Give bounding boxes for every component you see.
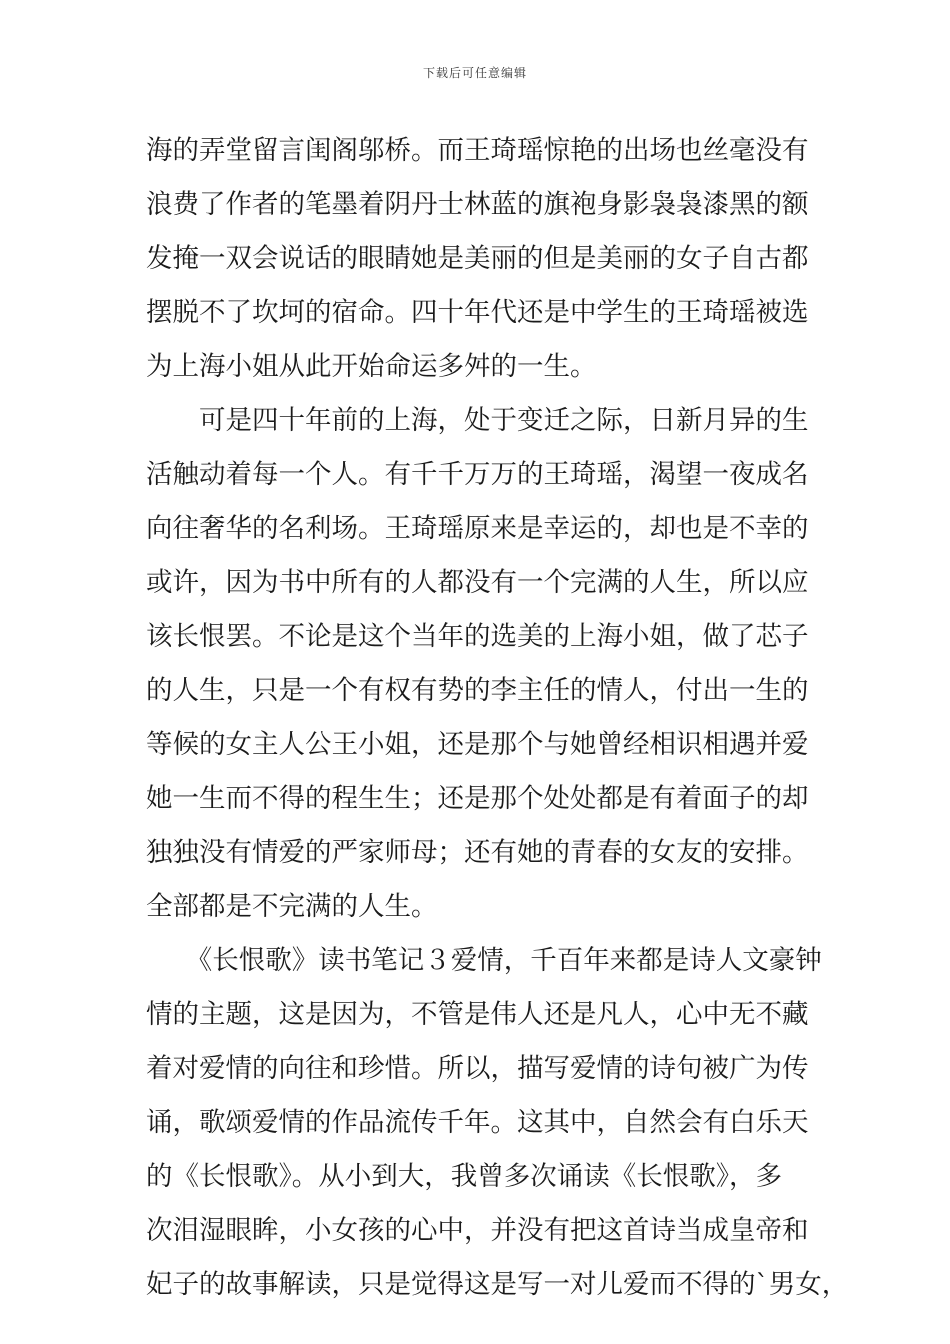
text-line: 该长恨罢。不论是这个当年的选美的上海小姐，做了芯子	[146, 621, 809, 652]
text-line: 全部都是不完满的人生。	[146, 891, 438, 922]
text-line: 发掩一双会说话的眼睛她是美丽的但是美丽的女子自古都	[146, 243, 809, 274]
text-line: 妃子的故事解读，只是觉得这是写一对儿爱而不得的`男女，	[146, 1269, 849, 1300]
text-line: 《长恨歌》读书笔记３爱情，千百年来都是诗人文豪钟	[146, 945, 822, 976]
text-line: 向往奢华的名利场。王琦瑶原来是幸运的，却也是不幸的	[146, 513, 809, 544]
page-header: 下载后可任意编辑	[422, 66, 527, 80]
text-line: 诵，歌颂爱情的作品流传千年。这其中，自然会有白乐天	[146, 1107, 809, 1138]
text-line: 她一生而不得的程生生；还是那个处处都是有着面子的却	[146, 783, 809, 814]
text-line: 活触动着每一个人。有千千万万的王琦瑶，渴望一夜成名	[146, 459, 809, 490]
text-line: 独独没有情爱的严家师母；还有她的青春的女友的安排。	[146, 837, 809, 868]
text-line: 海的弄堂留言闺阁邬桥。而王琦瑶惊艳的出场也丝毫没有	[146, 135, 809, 166]
text-line: 着对爱情的向往和珍惜。所以，描写爱情的诗句被广为传	[146, 1053, 809, 1084]
text-line: 情的主题，这是因为，不管是伟人还是凡人，心中无不藏	[146, 999, 809, 1030]
text-line: 的《长恨歌》。从小到大，我曾多次诵读《长恨歌》，多	[146, 1161, 782, 1192]
text-line: 可是四十年前的上海，处于变迁之际，日新月异的生	[146, 405, 809, 436]
text-line: 为上海小姐从此开始命运多舛的一生。	[146, 351, 597, 382]
text-line: 或许，因为书中所有的人都没有一个完满的人生，所以应	[146, 567, 809, 598]
text-line: 次泪湿眼眸，小女孩的心中，并没有把这首诗当成皇帝和	[146, 1215, 809, 1246]
text-line: 摆脱不了坎坷的宿命。四十年代还是中学生的王琦瑶被选	[146, 297, 809, 328]
body-text	[146, 124, 849, 1312]
text-line: 等候的女主人公王小姐，还是那个与她曾经相识相遇并爱	[146, 729, 809, 760]
text-line: 的人生，只是一个有权有势的李主任的情人，付出一生的	[146, 675, 809, 706]
text-line: 浪费了作者的笔墨着阴丹士林蓝的旗袍身影袅袅漆黑的额	[146, 189, 809, 220]
